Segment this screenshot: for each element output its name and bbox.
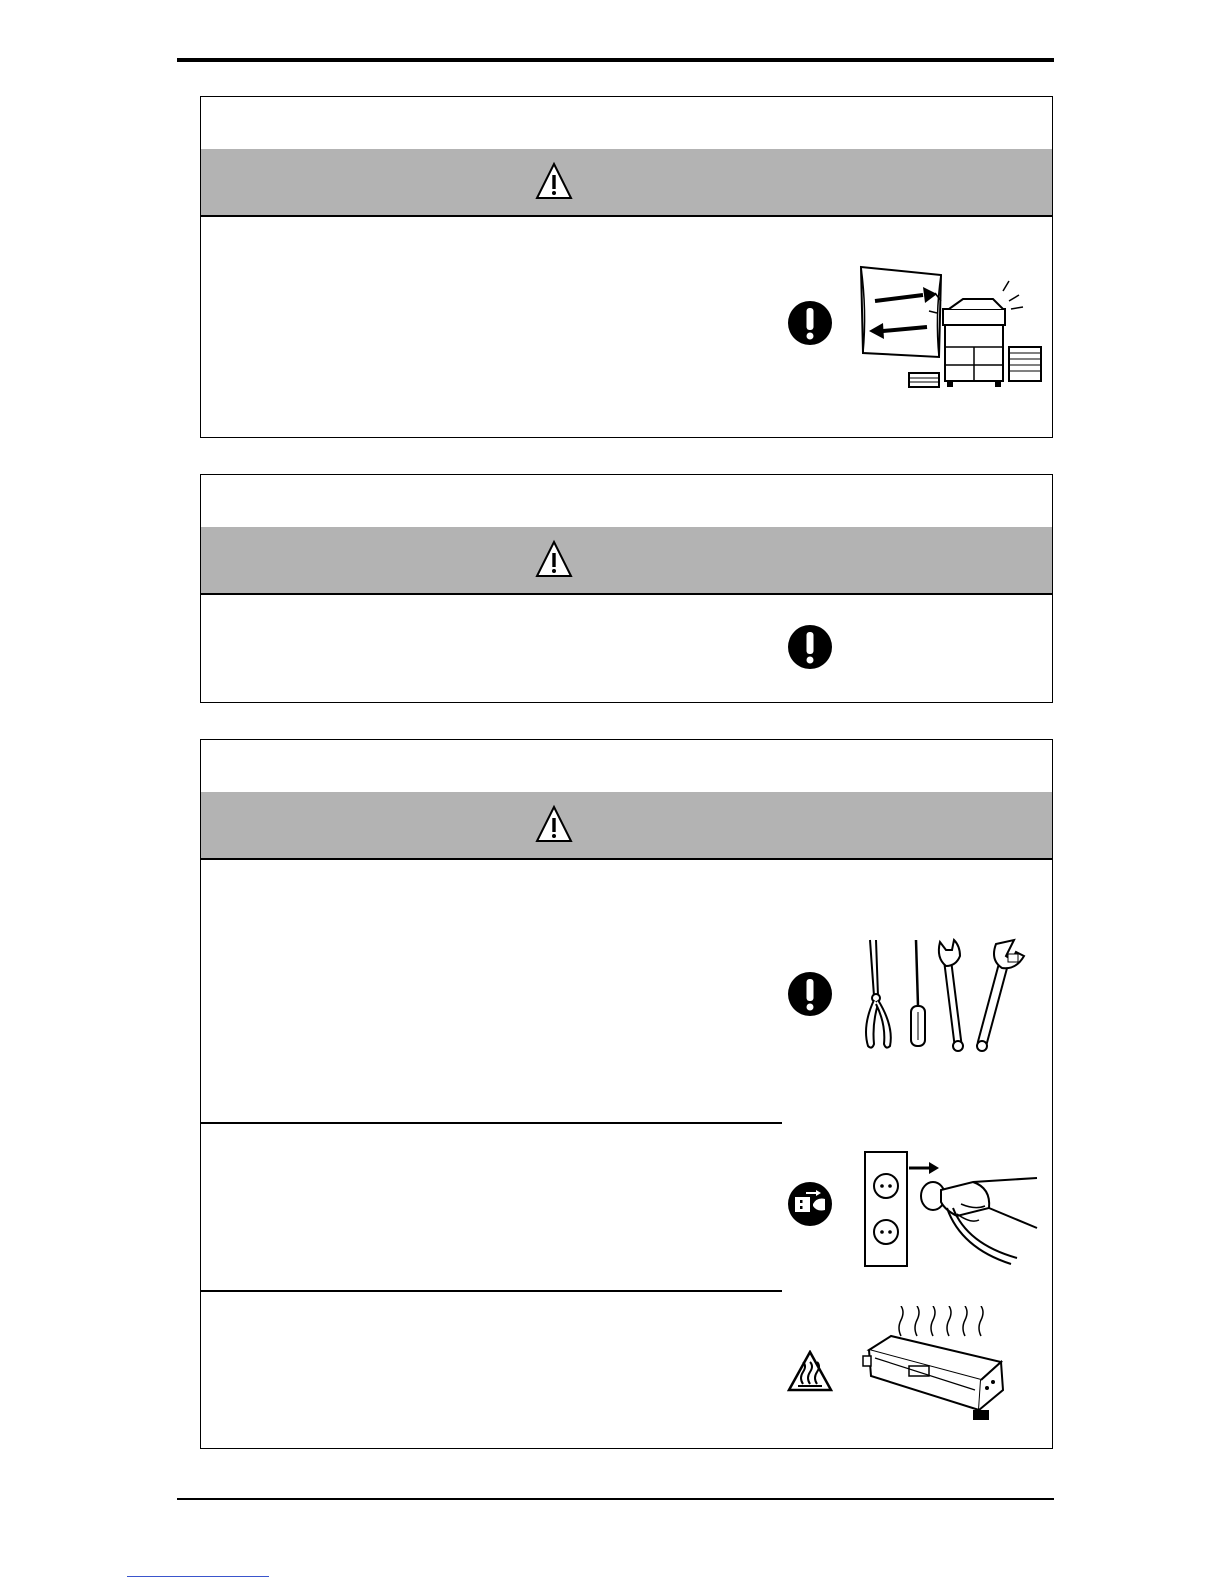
unplug-icon xyxy=(786,1180,834,1228)
warning-box-2 xyxy=(200,474,1053,703)
box-title-row xyxy=(201,475,1052,528)
footer-rule xyxy=(177,1498,1054,1500)
warning-box-3 xyxy=(200,739,1053,1449)
warning-box-1 xyxy=(200,96,1053,438)
copier-installation-space-illustration xyxy=(853,261,1045,391)
box-title-row xyxy=(201,97,1052,150)
footer-link-underline[interactable] xyxy=(127,1576,269,1577)
header-rule xyxy=(177,58,1054,62)
row-divider xyxy=(201,1290,782,1292)
box-content xyxy=(201,858,1052,1448)
box-title-row xyxy=(201,740,1052,793)
mandatory-action-icon xyxy=(786,299,834,347)
box-content xyxy=(201,215,1052,437)
row-divider xyxy=(201,1122,782,1124)
box-content xyxy=(201,593,1052,702)
warning-triangle-icon xyxy=(534,804,574,844)
warning-band xyxy=(201,149,1052,217)
unplug-power-cord-illustration xyxy=(861,1148,1041,1270)
mandatory-action-icon xyxy=(786,970,834,1018)
warning-triangle-icon xyxy=(534,161,574,201)
tools-illustration xyxy=(856,936,1046,1054)
warning-band xyxy=(201,792,1052,860)
mandatory-action-icon xyxy=(786,623,834,671)
warning-triangle-icon xyxy=(534,539,574,579)
warning-band xyxy=(201,527,1052,595)
hot-fusing-unit-illustration xyxy=(861,1306,1011,1426)
hot-surface-icon xyxy=(787,1350,833,1392)
